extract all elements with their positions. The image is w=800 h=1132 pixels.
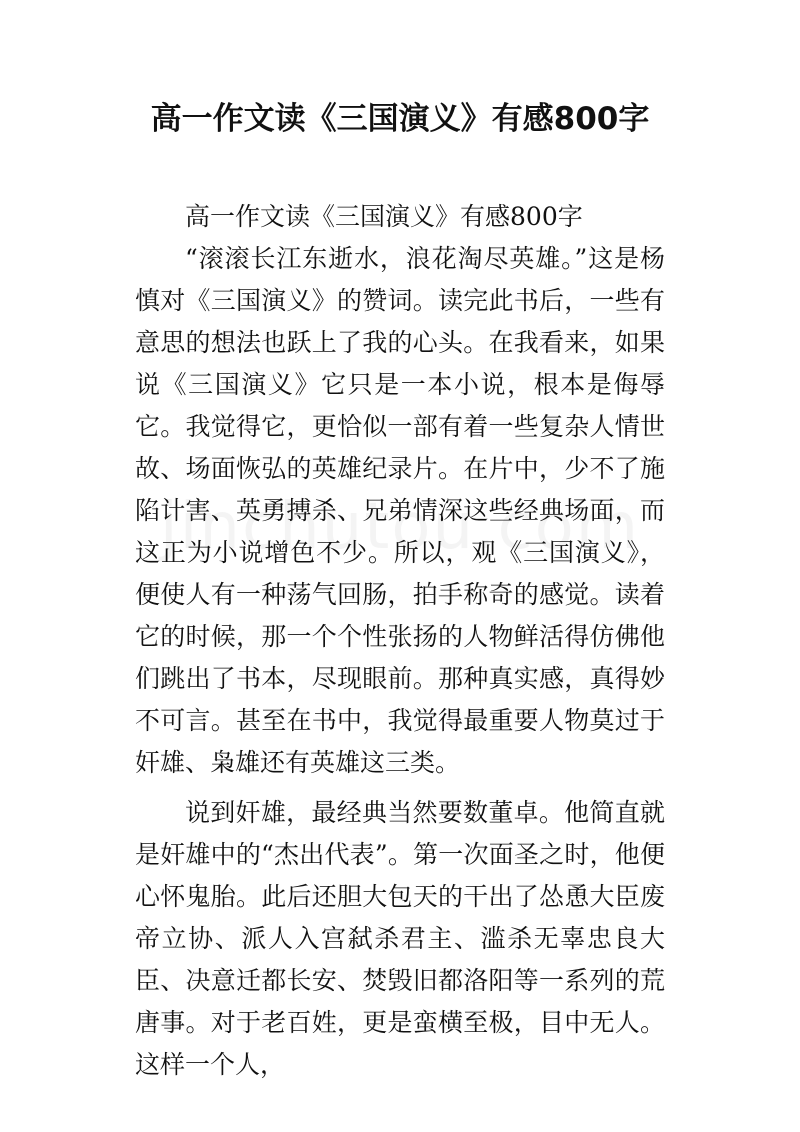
paragraph-intro: “滚滚长江东逝水，浪花淘尽英雄。”这是杨慎对《三国演义》的赞词。读完此书后，一些有意思的想法也跃上了我的心头。在我看来，如果说《三国演义》它只是一本小说，根本是侮辱它。我觉得它，更恰似一部有着一些复杂人情世故、场面恢弘的英雄纪录片。在片中，少不了施陷计害、英勇搏杀、兄弟情深这些经典场面，而这正为小说增色不少。所以，观《三国演义》，便使人有一种荡气回肠，拍手称奇的感觉。读着它的时候，那一个个性张扬的人物鲜活得仿佛他们跳出了书本，尽现眼前。那种真实感，真得妙不可言。甚至在书中，我觉得最重要人物莫过于奸雄、枭雄还有英雄这三类。 [135,244,665,777]
document-title: 高一作文读《三国演义》有感800字 [150,101,650,137]
document-body [135,196,665,1086]
paragraph-dongzhuo: 说到奸雄，最经典当然要数董卓。他简直就是奸雄中的“杰出代表”。第一次面圣之时，他便心怀鬼胎。此后还胆大包天的干出了怂恿大臣废帝立协、派人入宫弑杀君主、滥杀无辜忠良大臣、决意迁都长安、焚毁旧都洛阳等一系列的荒唐事。对于老百姓，更是蛮横至极，目中无人。这样一个人， [135,798,665,1079]
paragraph-subtitle: 高一作文读《三国演义》有感800字 [185,202,583,231]
